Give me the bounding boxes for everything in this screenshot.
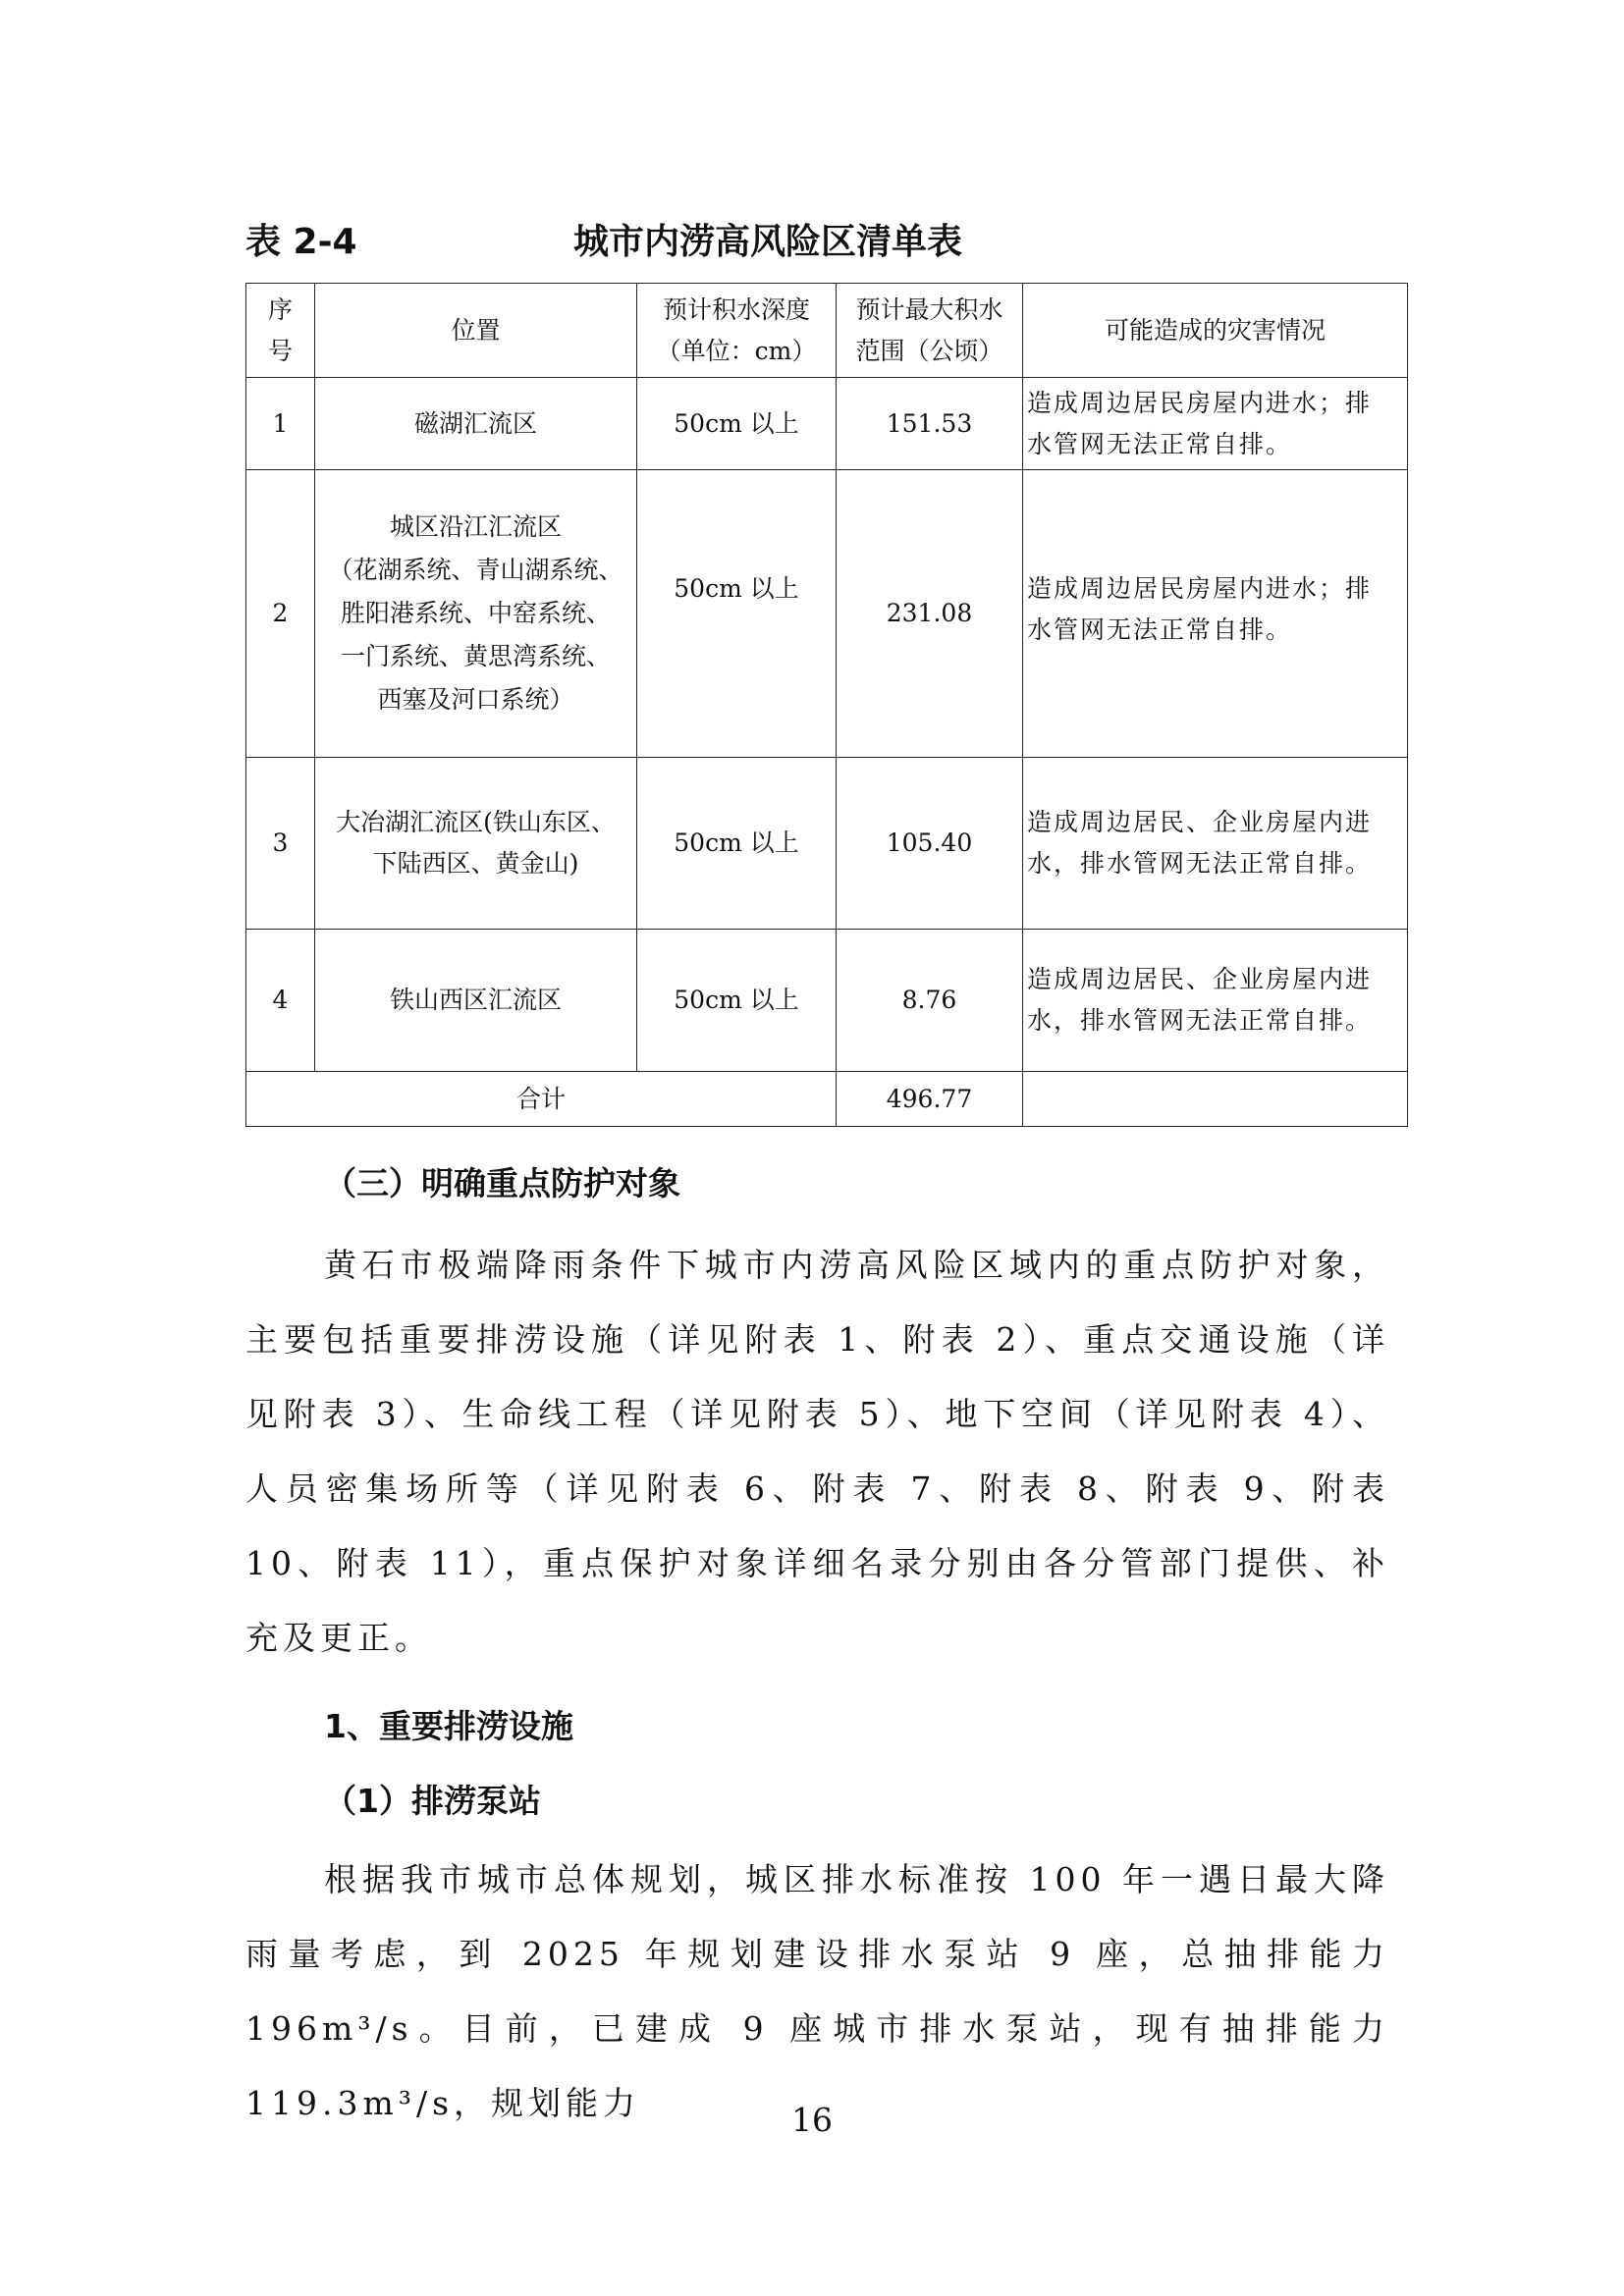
- cell-seq: 2: [246, 470, 315, 758]
- flood-risk-table: [245, 283, 1408, 1127]
- cell-harm-line: 造成周边居民房屋内进水；排: [1027, 388, 1373, 417]
- header-seq-line: 序: [267, 294, 293, 324]
- cell-harm: [1023, 758, 1408, 930]
- body-paragraph: 根据我市城市总体规划，城区排水标准按 100 年一遇日最大降雨量考虑，到 2025 年规划建设排水泵站 9 座，总抽排能力 196m³/s。目前，已建成 9 座城市排水泵站，现有抽排能力 119.3m³/s，规划能力: [245, 1860, 1389, 2122]
- cell-seq: 1: [246, 378, 315, 470]
- cell-harm-line: 水管网无法正常自排。: [1027, 615, 1293, 644]
- table-number: 表 2-4: [245, 222, 357, 262]
- cell-depth: 50cm 以上: [637, 378, 837, 470]
- cell-seq: 3: [246, 758, 315, 930]
- cell-harm-line: 造成周边居民、企业房屋内进: [1027, 965, 1373, 993]
- table-row: [246, 930, 1408, 1072]
- cell-location: [315, 758, 637, 930]
- cell-depth: 50cm 以上: [637, 470, 837, 758]
- header-location: 位置: [315, 284, 637, 378]
- cell-harm: [1023, 930, 1408, 1072]
- header-area-line: 预计最大积水: [855, 294, 1003, 324]
- cell-area: 105.40: [837, 758, 1023, 930]
- page-number: 16: [791, 2101, 833, 2139]
- total-area: 496.77: [837, 1072, 1023, 1127]
- table-header-row: [246, 284, 1408, 378]
- header-area-line: 范围（公顷）: [855, 336, 1003, 365]
- cell-harm-line: 造成周边居民房屋内进水；排: [1027, 574, 1373, 603]
- total-label: 合计: [246, 1072, 837, 1127]
- table-row: [246, 758, 1408, 930]
- section-heading: （三）明确重点防护对象: [324, 1164, 680, 1202]
- cell-harm: [1023, 378, 1408, 470]
- cell-seq: 4: [246, 930, 315, 1072]
- cell-location-line: 铁山西区汇流区: [389, 986, 562, 1014]
- header-area: [837, 284, 1023, 378]
- header-depth: [637, 284, 837, 378]
- cell-depth: 50cm 以上: [637, 758, 837, 930]
- header-harm: 可能造成的灾害情况: [1023, 284, 1408, 378]
- cell-location-line: 西塞及河口系统）: [377, 685, 574, 714]
- cell-location-line: 磁湖汇流区: [413, 408, 537, 438]
- cell-harm-line: 水管网无法正常自排。: [1027, 429, 1293, 458]
- cell-area: 231.08: [837, 470, 1023, 758]
- cell-harm: [1023, 470, 1408, 758]
- cell-harm-line: 水，排水管网无法正常自排。: [1027, 849, 1373, 878]
- cell-location-line: （花湖系统、青山湖系统、: [328, 556, 623, 584]
- cell-location-line: 一门系统、黄思湾系统、: [340, 642, 611, 670]
- cell-area: 8.76: [837, 930, 1023, 1072]
- header-seq-line: 号: [267, 336, 293, 365]
- subsection-heading: 1、重要排涝设施: [324, 1707, 573, 1745]
- cell-harm-line: 水，排水管网无法正常自排。: [1027, 1006, 1373, 1035]
- table-row: [246, 378, 1408, 470]
- total-harm-empty: [1023, 1072, 1408, 1127]
- cell-harm-line: 造成周边居民、企业房屋内进: [1027, 808, 1373, 836]
- cell-location-line: 城区沿江汇流区: [389, 512, 562, 541]
- table-total-row: [246, 1072, 1408, 1127]
- table-caption: [245, 214, 1404, 273]
- header-seq: [246, 284, 315, 378]
- cell-location-line: 胜阳港系统、中窑系统、: [340, 599, 611, 627]
- cell-depth: 50cm 以上: [637, 930, 837, 1072]
- cell-location: [315, 930, 637, 1072]
- subsection-heading: （1）排涝泵站: [324, 1782, 541, 1820]
- header-depth-line: （单位：cm）: [656, 336, 817, 365]
- cell-area: 151.53: [837, 378, 1023, 470]
- cell-location: [315, 470, 637, 758]
- cell-location-line: 大冶湖汇流区(铁山东区、: [336, 808, 616, 836]
- cell-location: [315, 378, 637, 470]
- body-paragraph: 黄石市极端降雨条件下城市内涝高风险区域内的重点防护对象，主要包括重要排涝设施（详见附表 1、附表 2）、重点交通设施（详见附表 3）、生命线工程（详见附表 5）、地下空间（详见附表 4）、人员密集场所等（详见附表 6、附表 7、附表 8、附表 9、附表 10、附表 11），重点保护对象详细名录分别由各分管部门提供、补充及更正。: [245, 1246, 1389, 1657]
- table-title: 城市内涝高风险区清单表: [573, 222, 963, 262]
- header-depth-line: 预计积水深度: [662, 294, 810, 324]
- cell-location-line: 下陆西区、黄金山): [372, 849, 579, 878]
- table-row: [246, 470, 1408, 758]
